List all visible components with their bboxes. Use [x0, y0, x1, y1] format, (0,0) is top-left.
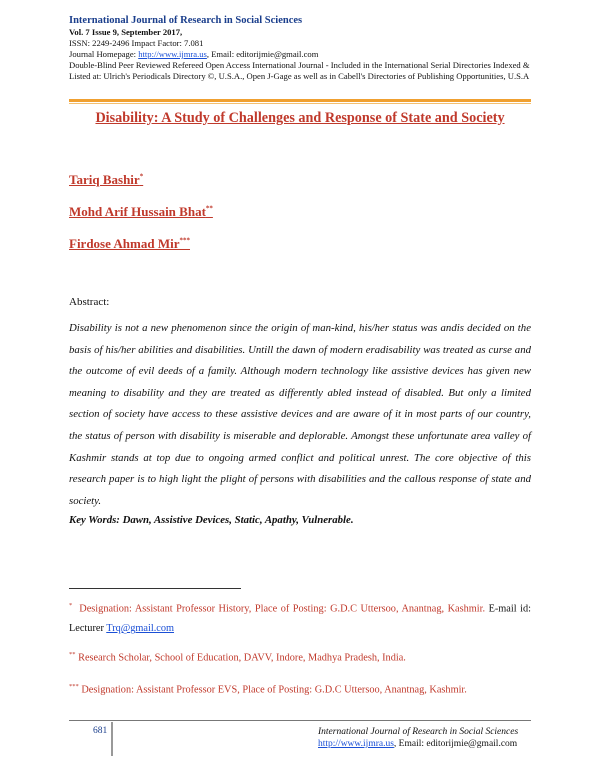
- homepage-link[interactable]: http://www.ijmra.us: [138, 49, 207, 59]
- page-number: 681: [93, 726, 108, 736]
- footnote-1: [69, 596, 531, 639]
- footer-contact: [318, 738, 532, 750]
- footnote-2: [69, 645, 531, 668]
- footnote-mark: *: [69, 602, 73, 609]
- abstract-text: Disability is not a new phenomenon since the origin of man-kind, his/her status was andis decided on the basis of his/her abilities and disabilities. Untill the dawn of modern eradisability was treated as curse and the outcome of evil deeds of a family. Although modern technology like assistive devices has given new meaning to disability and they are treated as differently abled instead of disabled. But only a limited section of society have access to these assistive devices and are aware of it in most parts of our country, the status of person with disability is miserable and deplorable. Amongst these unfortunate area valley of Kashmir stands at top due to ongoing armed conflict and political unrest. The core objective of this research paper is to high light the plight of persons with disabilities and the callous response of state and society.: [69, 322, 531, 507]
- issn-impact-factor: ISSN: 2249-2496 Impact Factor: 7.081: [69, 38, 204, 48]
- indexing-statement: Double-Blind Peer Reviewed Refereed Open Access International Journal - Included in the International Serial Directories Indexed & Listed at: Ulrich's Periodicals Directory ©, U.S.A., Open J-Gage as well as in Cabell's Directories of Publishing Opportunities, U.S.A: [69, 60, 530, 81]
- author-3: [69, 236, 190, 252]
- author-mark: ***: [179, 236, 190, 245]
- footnote-email-link[interactable]: Trq@gmail.com: [106, 623, 175, 635]
- author-name: Mohd Arif Hussain Bhat: [69, 204, 206, 219]
- footer-url-link[interactable]: http://www.ijmra.us: [318, 739, 394, 749]
- footnote-3: [69, 677, 531, 700]
- author-1: [69, 172, 143, 188]
- footnote-divider: [69, 588, 241, 589]
- homepage-line: [69, 49, 549, 60]
- header-divider-thin: [69, 103, 531, 104]
- header-divider: [69, 99, 531, 102]
- footer-divider: [69, 720, 531, 721]
- footer-email: , Email: editorijmie@gmail.com: [393, 739, 518, 749]
- footnote-mark: ***: [69, 683, 79, 690]
- footnote-text: Designation: Assistant Professor History, Place of Posting: G.D.C Uttersoo, Anantnag, Kashmir.: [79, 603, 486, 615]
- footer-journal-name: International Journal of Research in Social Sciences: [318, 727, 519, 737]
- homepage-label: Journal Homepage:: [69, 49, 139, 59]
- header-email: , Email: editorijmie@gmail.com: [206, 49, 319, 59]
- footnote-text: Designation: Assistant Professor EVS, Place of Posting: G.D.C Uttersoo, Anantnag, Kashmir.: [81, 684, 467, 696]
- footnote-text: Research Scholar, School of Education, DAVV, Indore, Madhya Pradesh, India.: [78, 652, 406, 664]
- abstract-heading: Abstract:: [69, 296, 110, 308]
- paper-title: Disability: A Study of Challenges and Response of State and Society: [95, 110, 505, 126]
- footnote-email-label: E-mail id: Lecturer: [69, 603, 531, 635]
- journal-header: [69, 14, 549, 82]
- footer-journal-block: [318, 726, 532, 750]
- author-name: Tariq Bashir: [69, 172, 140, 187]
- author-mark: **: [205, 204, 213, 213]
- journal-name: International Journal of Research in Social Sciences: [69, 15, 303, 26]
- author-2: [69, 204, 213, 220]
- author-mark: *: [139, 172, 144, 181]
- footnote-mark: **: [69, 651, 76, 658]
- keywords: Key Words: Dawn, Assistive Devices, Static, Apathy, Vulnerable.: [69, 514, 354, 526]
- volume-issue: Vol. 7 Issue 9, September 2017,: [69, 27, 183, 37]
- author-name: Firdose Ahmad Mir: [69, 236, 180, 251]
- footer-vertical-bar: [111, 722, 113, 756]
